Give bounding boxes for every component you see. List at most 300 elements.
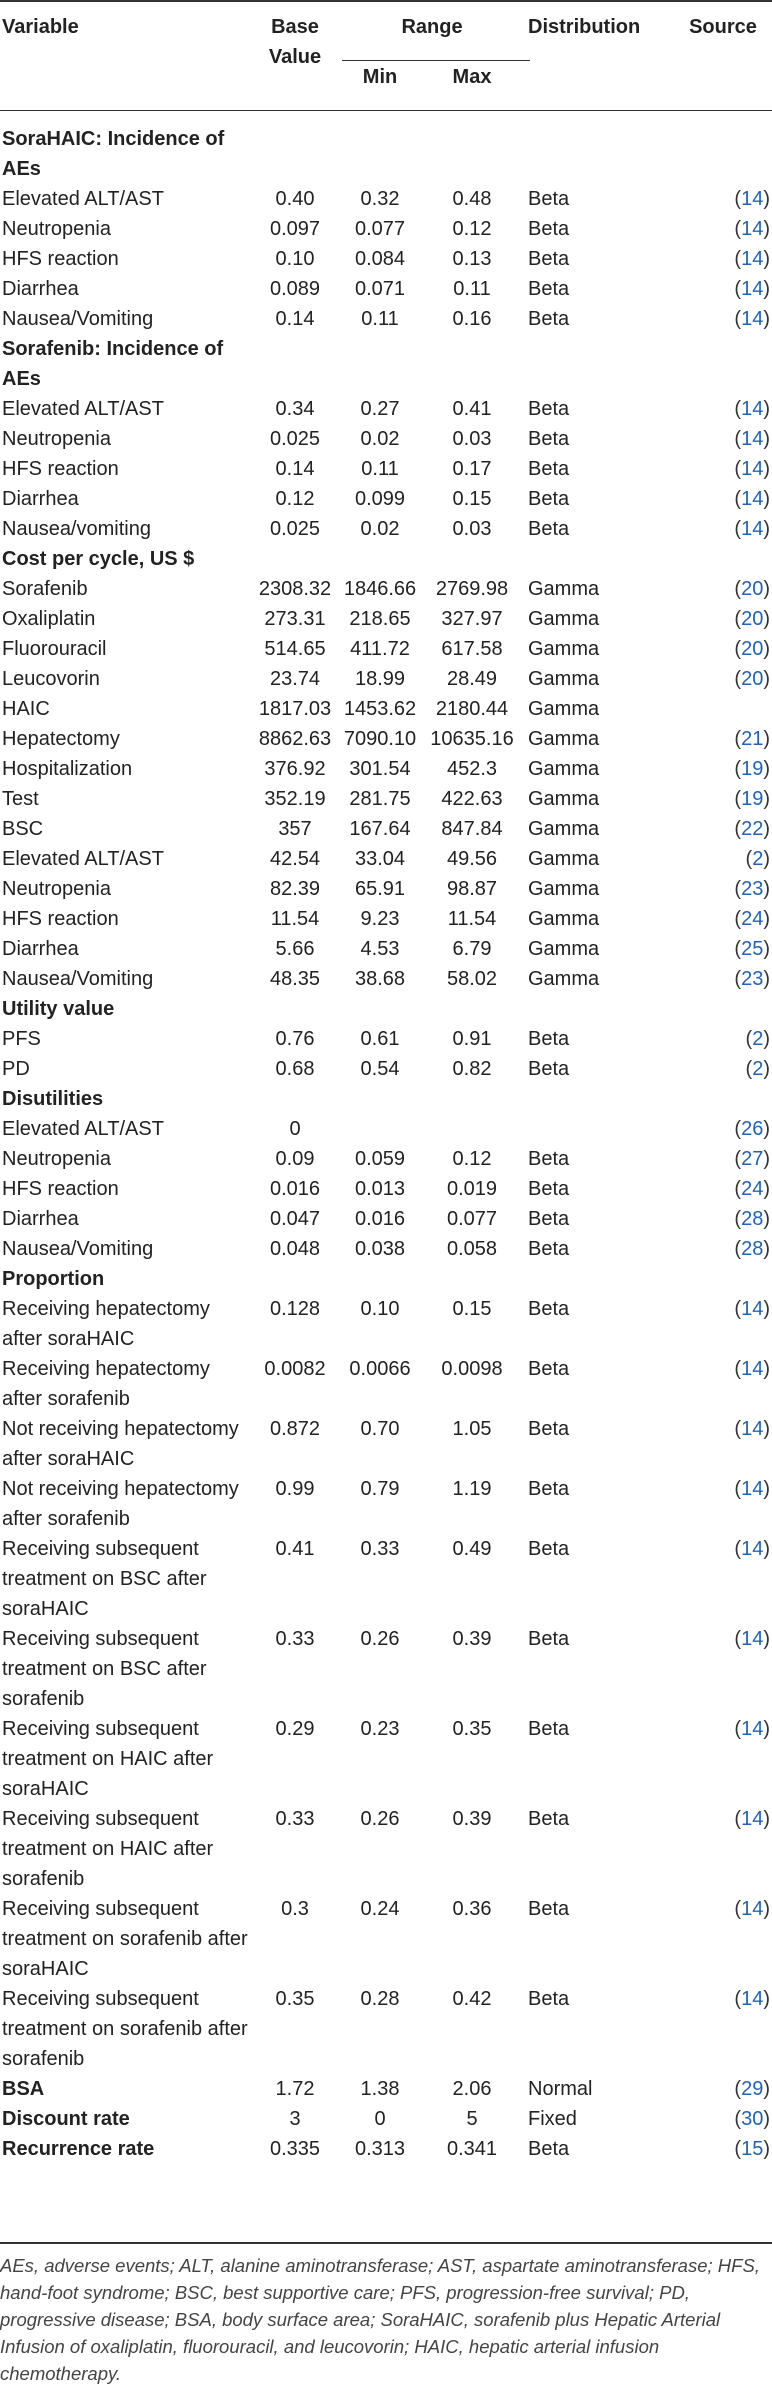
base-value-cell: 0.047	[269, 1208, 321, 1230]
reference-link[interactable]: 15	[741, 2138, 764, 2160]
table-body	[0, 110, 772, 2164]
table-row	[0, 1024, 772, 1054]
source-cell: (14)	[734, 398, 770, 420]
source-cell: (14)	[734, 1298, 770, 1320]
distribution-cell: Gamma	[528, 848, 600, 870]
distribution-cell: Beta	[528, 278, 570, 300]
min-cell: 0.084	[354, 248, 406, 270]
min-cell: 0.038	[354, 1238, 406, 1260]
min-cell: 0.32	[360, 188, 400, 210]
variable-cell: HFS reaction	[2, 908, 119, 930]
base-value-cell: 0.34	[275, 398, 315, 420]
distribution-cell: Gamma	[528, 968, 600, 990]
variable-cell: Receiving subsequent treatment on BSC after soraHAIC	[2, 1538, 207, 1620]
reference-link[interactable]: 14	[741, 218, 764, 240]
distribution-cell: Gamma	[528, 788, 600, 810]
source-cell: (29)	[734, 2078, 770, 2100]
distribution-cell: Beta	[528, 1298, 570, 1320]
reference-link[interactable]: 14	[741, 248, 764, 270]
table-row	[0, 214, 772, 244]
variable-cell: Elevated ALT/AST	[2, 848, 164, 870]
table-row	[0, 1624, 772, 1714]
variable-cell: Sorafenib	[2, 578, 88, 600]
base-value-cell: 0.14	[275, 458, 315, 480]
table-row	[0, 844, 772, 874]
table-row	[0, 1414, 772, 1474]
variable-cell: Neutropenia	[2, 428, 111, 450]
reference-link[interactable]: 24	[741, 1178, 764, 1200]
distribution-cell: Beta	[528, 188, 570, 210]
reference-link[interactable]: 14	[741, 308, 764, 330]
max-cell: 1.19	[452, 1478, 492, 1500]
max-cell	[420, 1114, 524, 1144]
distribution-cell: Gamma	[528, 728, 600, 750]
variable-cell: Elevated ALT/AST	[2, 188, 164, 210]
distribution-cell: Beta	[528, 1418, 570, 1440]
min-cell: 301.54	[349, 758, 411, 780]
reference-link[interactable]: 14	[741, 1478, 764, 1500]
table-row	[0, 1114, 772, 1144]
source-cell: (28)	[734, 1208, 770, 1230]
variable-cell: Nausea/Vomiting	[2, 308, 154, 330]
table-row	[0, 784, 772, 814]
source-cell: (14)	[734, 278, 770, 300]
header-distribution: Distribution	[528, 16, 641, 38]
max-cell: 0.42	[452, 1988, 492, 2010]
reference-link[interactable]: 20	[741, 608, 764, 630]
source-cell: (2)	[745, 1058, 770, 1080]
table-row	[0, 604, 772, 634]
reference-link[interactable]: 24	[741, 908, 764, 930]
min-cell: 0.24	[360, 1898, 400, 1920]
source-cell: (24)	[734, 908, 770, 930]
min-cell: 0.099	[354, 488, 406, 510]
variable-cell: Receiving subsequent treatment on sorafenib after sorafenib	[2, 1988, 248, 2070]
variable-cell: Not receiving hepatectomy after sorafenib	[2, 1478, 239, 1530]
variable-cell: Leucovorin	[2, 668, 100, 690]
variable-cell: BSC	[2, 818, 44, 840]
base-value-cell: 514.65	[264, 638, 326, 660]
base-value-cell: 0.025	[269, 518, 321, 540]
base-value-cell: 42.54	[269, 848, 321, 870]
variable-cell: Diarrhea	[2, 938, 79, 960]
min-cell: 0	[374, 2108, 386, 2130]
distribution-cell: Beta	[528, 1718, 570, 1740]
min-cell: 218.65	[349, 608, 411, 630]
variable-cell: Receiving subsequent treatment on HAIC after soraHAIC	[2, 1718, 214, 1800]
min-cell: 18.99	[354, 668, 406, 690]
max-cell: 327.97	[441, 608, 503, 630]
section-header-row	[0, 334, 772, 394]
source-cell: (2)	[745, 1028, 770, 1050]
reference-link[interactable]: 19	[741, 758, 764, 780]
min-cell: 0.013	[354, 1178, 406, 1200]
base-value-cell: 0.68	[275, 1058, 315, 1080]
source-cell: (23)	[734, 878, 770, 900]
source-cell: (19)	[734, 788, 770, 810]
table-row	[0, 1804, 772, 1894]
table-row	[0, 1474, 772, 1534]
base-value-cell: 0.76	[275, 1028, 315, 1050]
section-header-row	[0, 1264, 772, 1294]
max-cell: 0.03	[452, 518, 492, 540]
variable-cell: Fluorouracil	[2, 638, 107, 660]
table-row	[0, 964, 772, 994]
source-cell: (24)	[734, 1178, 770, 1200]
variable-cell: Hospitalization	[2, 758, 133, 780]
source-cell: (27)	[734, 1148, 770, 1170]
variable-cell: Receiving subsequent treatment on BSC after sorafenib	[2, 1628, 207, 1710]
max-cell: 0.41	[452, 398, 492, 420]
source-cell: (14)	[734, 188, 770, 210]
table-row	[0, 2074, 772, 2104]
max-cell: 0.341	[446, 2138, 498, 2160]
distribution-cell: Beta	[528, 518, 570, 540]
min-cell: 0.0066	[349, 1358, 411, 1380]
source-cell: (2)	[745, 848, 770, 870]
max-cell: 0.39	[452, 1808, 492, 1830]
min-cell: 9.23	[360, 908, 400, 930]
variable-cell: Receiving subsequent treatment on HAIC after sorafenib	[2, 1808, 214, 1890]
min-cell: 0.54	[360, 1058, 400, 1080]
reference-link[interactable]: 22	[741, 818, 764, 840]
distribution-cell: Beta	[528, 488, 570, 510]
table-bottom-rule	[0, 2242, 772, 2244]
header-source: Source	[689, 16, 757, 38]
variable-cell: Elevated ALT/AST	[2, 398, 164, 420]
table-row	[0, 1234, 772, 1264]
max-cell: 1.05	[452, 1418, 492, 1440]
reference-link[interactable]: 14	[741, 1808, 764, 1830]
max-cell: 0.0098	[441, 1358, 503, 1380]
distribution-cell: Gamma	[528, 638, 600, 660]
max-cell: 0.39	[452, 1628, 492, 1650]
variable-cell: Hepatectomy	[2, 728, 120, 750]
min-cell: 0.26	[360, 1808, 400, 1830]
reference-link[interactable]: 20	[741, 668, 764, 690]
distribution-cell: Beta	[528, 1478, 570, 1500]
base-value-cell: 0.128	[269, 1298, 321, 1320]
source-cell: (14)	[734, 1418, 770, 1440]
base-value-cell: 0.29	[275, 1718, 315, 1740]
variable-cell: Receiving hepatectomy after sorafenib	[2, 1358, 210, 1410]
base-value-cell: 357	[278, 818, 312, 840]
reference-link[interactable]: 30	[741, 2108, 764, 2130]
distribution-cell: Gamma	[528, 878, 600, 900]
table-row	[0, 1144, 772, 1174]
base-value-cell: 0.872	[269, 1418, 321, 1440]
section-label: SoraHAIC: Incidence of AEs	[2, 128, 225, 180]
base-value-cell: 0.016	[269, 1178, 321, 1200]
max-cell: 0.12	[452, 1148, 492, 1170]
max-cell: 10635.16	[430, 728, 514, 750]
table-row	[0, 454, 772, 484]
max-cell: 452.3	[446, 758, 498, 780]
source-cell: (19)	[734, 758, 770, 780]
distribution-cell: Fixed	[528, 2108, 577, 2130]
source-cell: (30)	[734, 2108, 770, 2130]
distribution-cell: Normal	[528, 2078, 593, 2100]
reference-link[interactable]: 14	[741, 458, 764, 480]
source-cell: (14)	[734, 1628, 770, 1650]
section-label: Utility value	[2, 998, 115, 1020]
table-row	[0, 724, 772, 754]
max-cell: 0.077	[446, 1208, 498, 1230]
base-value-cell: 23.74	[269, 668, 321, 690]
max-cell: 0.49	[452, 1538, 492, 1560]
max-cell: 0.48	[452, 188, 492, 210]
header-max: Max	[452, 66, 492, 88]
min-cell: 0.02	[360, 428, 400, 450]
table-row	[0, 2134, 772, 2164]
reference-link[interactable]: 2	[752, 848, 764, 870]
section-header-row	[0, 994, 772, 1024]
reference-link[interactable]: 14	[741, 428, 764, 450]
source-cell	[674, 694, 772, 724]
section-header-row	[0, 124, 772, 184]
reference-link[interactable]: 14	[741, 1298, 764, 1320]
base-value-cell: 0.33	[275, 1808, 315, 1830]
source-cell: (15)	[734, 2138, 770, 2160]
reference-link[interactable]: 26	[741, 1118, 764, 1140]
table-row	[0, 424, 772, 454]
source-cell: (22)	[734, 818, 770, 840]
variable-cell: PFS	[2, 1028, 41, 1050]
reference-link[interactable]: 14	[741, 1988, 764, 2010]
table-row	[0, 184, 772, 214]
max-cell: 0.17	[452, 458, 492, 480]
base-value-cell: 2308.32	[258, 578, 332, 600]
reference-link[interactable]: 28	[741, 1238, 764, 1260]
reference-link[interactable]: 23	[741, 878, 764, 900]
source-cell: (14)	[734, 1478, 770, 1500]
min-cell	[340, 1114, 420, 1144]
max-cell: 28.49	[446, 668, 498, 690]
min-cell: 0.23	[360, 1718, 400, 1740]
distribution-cell: Beta	[528, 1898, 570, 1920]
reference-link[interactable]: 2	[752, 1028, 764, 1050]
table-row	[0, 274, 772, 304]
base-value-cell: 0.41	[275, 1538, 315, 1560]
distribution-cell: Beta	[528, 1178, 570, 1200]
base-value-cell: 273.31	[264, 608, 326, 630]
base-value-cell: 0.335	[269, 2138, 321, 2160]
source-cell: (20)	[734, 638, 770, 660]
base-value-cell: 1.72	[275, 2078, 315, 2100]
reference-link[interactable]: 19	[741, 788, 764, 810]
base-value-cell: 8862.63	[258, 728, 332, 750]
max-cell: 98.87	[446, 878, 498, 900]
base-value-cell: 0.0082	[264, 1358, 326, 1380]
source-cell: (14)	[734, 248, 770, 270]
max-cell: 11.54	[447, 908, 497, 930]
variable-cell: Neutropenia	[2, 878, 111, 900]
min-cell: 0.10	[360, 1298, 400, 1320]
reference-link[interactable]: 25	[741, 938, 764, 960]
source-cell: (14)	[734, 518, 770, 540]
distribution-cell: Gamma	[528, 758, 600, 780]
min-cell: 1846.66	[343, 578, 417, 600]
source-cell: (25)	[734, 938, 770, 960]
distribution-cell: Beta	[528, 308, 570, 330]
base-value-cell: 5.66	[275, 938, 315, 960]
table-row	[0, 1984, 772, 2074]
variable-cell: Test	[2, 788, 39, 810]
source-cell: (20)	[734, 578, 770, 600]
min-cell: 0.11	[361, 308, 399, 330]
header-min: Min	[362, 66, 398, 88]
distribution-cell: Gamma	[528, 668, 600, 690]
variable-cell: Recurrence rate	[2, 2138, 155, 2160]
variable-cell: Neutropenia	[2, 1148, 111, 1170]
max-cell: 0.15	[452, 1298, 492, 1320]
reference-link[interactable]: 23	[741, 968, 764, 990]
max-cell: 422.63	[441, 788, 503, 810]
reference-link[interactable]: 14	[741, 1718, 764, 1740]
table-row	[0, 1054, 772, 1084]
reference-link[interactable]: 14	[741, 188, 764, 210]
reference-link[interactable]: 14	[741, 1538, 764, 1560]
table-row	[0, 934, 772, 964]
variable-cell: Diarrhea	[2, 278, 79, 300]
min-cell: 0.313	[354, 2138, 406, 2160]
min-cell: 0.071	[354, 278, 406, 300]
reference-link[interactable]: 2	[752, 1058, 764, 1080]
reference-link[interactable]: 20	[741, 578, 764, 600]
base-value-cell: 0.097	[269, 218, 321, 240]
variable-cell: BSA	[2, 2078, 45, 2100]
table-row	[0, 1204, 772, 1234]
table-row	[0, 574, 772, 604]
distribution-cell: Gamma	[528, 698, 600, 720]
min-cell: 0.077	[354, 218, 406, 240]
max-cell: 0.91	[452, 1028, 492, 1050]
distribution-cell: Beta	[528, 1628, 570, 1650]
max-cell: 49.56	[446, 848, 498, 870]
reference-link[interactable]: 20	[741, 638, 764, 660]
source-cell: (21)	[734, 728, 770, 750]
table-row	[0, 814, 772, 844]
table-row	[0, 694, 772, 724]
distribution-cell: Beta	[528, 1988, 570, 2010]
distribution-cell: Beta	[528, 218, 570, 240]
reference-link[interactable]: 27	[741, 1148, 764, 1170]
variable-cell: Receiving subsequent treatment on sorafenib after soraHAIC	[2, 1898, 248, 1980]
min-cell: 0.11	[361, 458, 399, 480]
distribution-cell: Gamma	[528, 938, 600, 960]
table-row	[0, 634, 772, 664]
max-cell: 2180.44	[435, 698, 509, 720]
distribution-cell: Beta	[528, 458, 570, 480]
distribution-cell: Gamma	[528, 908, 600, 930]
min-cell: 0.016	[354, 1208, 406, 1230]
base-value-cell: 0	[289, 1118, 301, 1140]
table-row	[0, 394, 772, 424]
min-cell: 281.75	[349, 788, 411, 810]
source-cell: (14)	[734, 488, 770, 510]
reference-link[interactable]: 14	[741, 518, 764, 540]
min-cell: 7090.10	[343, 728, 417, 750]
table-row	[0, 874, 772, 904]
reference-link[interactable]: 14	[741, 278, 764, 300]
distribution-cell: Beta	[528, 1538, 570, 1560]
variable-cell: Receiving hepatectomy after soraHAIC	[2, 1298, 210, 1350]
base-value-cell: 0.40	[275, 188, 315, 210]
source-cell: (28)	[734, 1238, 770, 1260]
source-cell: (14)	[734, 1808, 770, 1830]
base-value-cell: 0.089	[269, 278, 321, 300]
base-value-cell: 0.33	[275, 1628, 315, 1650]
source-cell: (14)	[734, 428, 770, 450]
section-label: Proportion	[2, 1268, 105, 1290]
base-value-cell: 376.92	[264, 758, 326, 780]
base-value-cell: 0.09	[275, 1148, 315, 1170]
reference-link[interactable]: 14	[741, 1358, 764, 1380]
variable-cell: Not receiving hepatectomy after soraHAIC	[2, 1418, 239, 1470]
table-header	[0, 0, 772, 110]
reference-link[interactable]: 14	[741, 488, 764, 510]
reference-link[interactable]: 14	[741, 1898, 764, 1920]
source-cell: (20)	[734, 668, 770, 690]
base-value-cell: 0.99	[275, 1478, 315, 1500]
max-cell: 0.03	[452, 428, 492, 450]
reference-link[interactable]: 14	[741, 1628, 764, 1650]
base-value-cell: 0.35	[275, 1988, 315, 2010]
table-row	[0, 244, 772, 274]
section-label: Disutilities	[2, 1088, 104, 1110]
reference-link[interactable]: 14	[741, 1418, 764, 1440]
base-value-cell: 0.12	[275, 488, 315, 510]
base-value-cell: 11.54	[270, 908, 320, 930]
min-cell: 0.27	[360, 398, 400, 420]
variable-cell: HFS reaction	[2, 458, 119, 480]
distribution-cell: Beta	[528, 1208, 570, 1230]
reference-link[interactable]: 29	[741, 2078, 764, 2100]
variable-cell: Nausea/vomiting	[2, 518, 151, 540]
distribution-cell: Beta	[528, 1358, 570, 1380]
max-cell: 0.36	[452, 1898, 492, 1920]
base-value-cell: 48.35	[269, 968, 321, 990]
table-row	[0, 1294, 772, 1354]
reference-link[interactable]: 14	[741, 398, 764, 420]
source-cell: (14)	[734, 1538, 770, 1560]
table-row	[0, 1354, 772, 1414]
base-value-cell: 0.3	[281, 1898, 309, 1920]
max-cell: 617.58	[441, 638, 503, 660]
reference-link[interactable]: 28	[741, 1208, 764, 1230]
table-row	[0, 484, 772, 514]
variable-cell: HFS reaction	[2, 1178, 119, 1200]
distribution-cell: Beta	[528, 1148, 570, 1170]
max-cell: 847.84	[441, 818, 503, 840]
table-row	[0, 1534, 772, 1624]
source-cell: (14)	[734, 308, 770, 330]
min-cell: 1453.62	[343, 698, 417, 720]
variable-cell: PD	[2, 1058, 30, 1080]
min-cell: 411.72	[350, 638, 410, 660]
max-cell: 58.02	[446, 968, 498, 990]
min-cell: 0.70	[360, 1418, 400, 1440]
reference-link[interactable]: 21	[741, 728, 764, 750]
section-header-row	[0, 544, 772, 574]
table-row	[0, 754, 772, 784]
distribution-cell: Beta	[528, 398, 570, 420]
variable-cell: Elevated ALT/AST	[2, 1118, 164, 1140]
min-cell: 0.61	[360, 1028, 400, 1050]
distribution-cell: Gamma	[528, 608, 600, 630]
base-value-cell: 0.025	[269, 428, 321, 450]
max-cell: 0.12	[452, 218, 492, 240]
